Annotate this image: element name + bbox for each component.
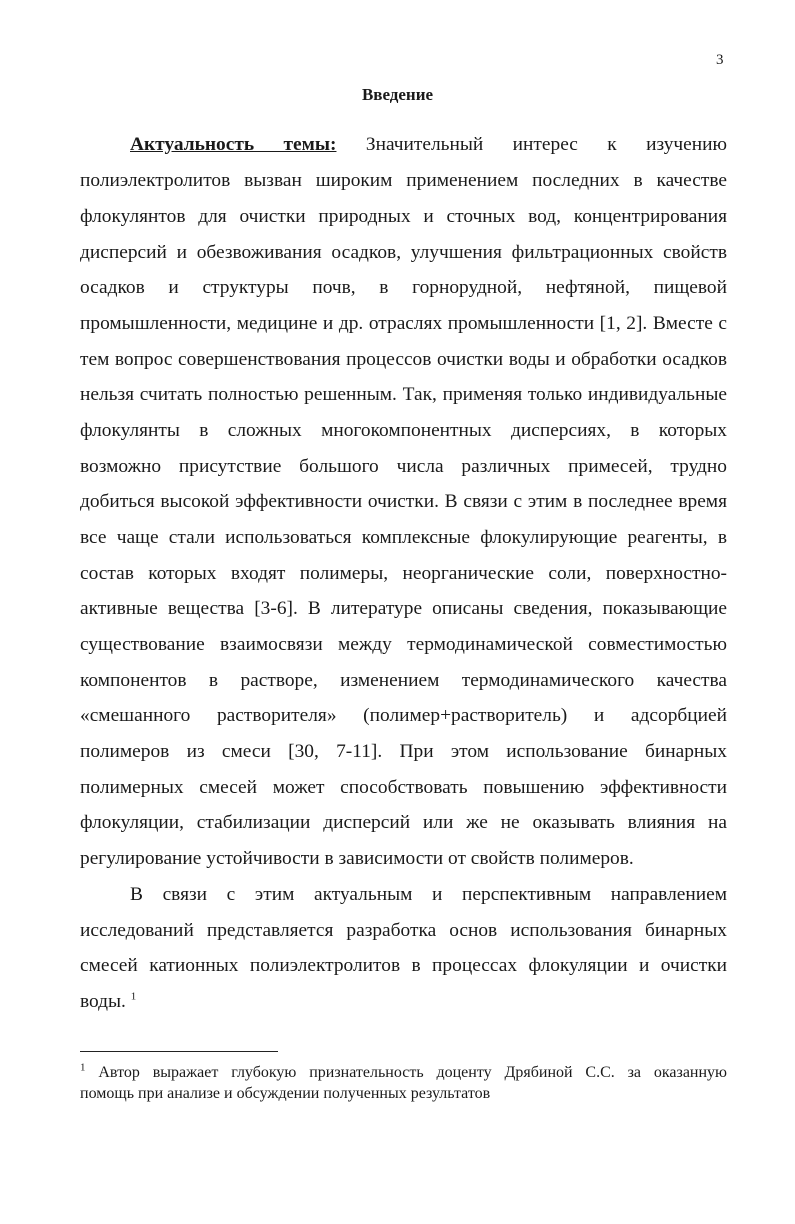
- paragraph-line: флокулянтов для очистки природных и сточных вод, концентрирования: [80, 206, 727, 227]
- paragraph-line: существование взаимосвязи между термодинамической совместимостью: [80, 634, 727, 655]
- paragraph-line: флокулянты в сложных многокомпонентных дисперсиях, в которых: [80, 420, 727, 441]
- line-text: Значительный интерес к изучению: [365, 134, 728, 155]
- paragraph-line: компонентов в растворе, изменением термодинамического качества: [80, 670, 727, 691]
- paragraph-line: добиться высокой эффективности очистки. В связи с этим в последнее время: [80, 491, 727, 512]
- paragraph-line: исследований представляется разработка основ использования бинарных: [80, 920, 727, 941]
- paragraph-line: промышленности, медицине и др. отраслях промышленности [1, 2]. Вместе с: [80, 313, 727, 334]
- footnote-divider: [80, 1051, 278, 1052]
- relevance-label: Актуальность темы:: [130, 134, 337, 155]
- paragraph-line: полимеров из смеси [30, 7-11]. При этом использование бинарных: [80, 741, 727, 762]
- paragraph-line: нельзя считать полностью решенным. Так, применяя только индивидуальные: [80, 384, 727, 405]
- paragraph-line: возможно присутствие большого числа различных примесей, трудно: [80, 456, 727, 477]
- footnote-line: [80, 1061, 728, 1082]
- paragraph-line: тем вопрос совершенствования процессов очистки воды и обработки осадков: [80, 349, 727, 370]
- paragraph-line: смесей катионных полиэлектролитов в процессах флокуляции и очистки: [80, 955, 727, 976]
- paragraph-line: активные вещества [3-6]. В литературе описаны сведения, показывающие: [80, 598, 727, 619]
- paragraph-line: полиэлектролитов вызван широким применением последних в качестве: [80, 170, 727, 191]
- footnote-reference[interactable]: 1: [130, 990, 137, 1003]
- page-title: Введение: [361, 85, 434, 104]
- paragraph-line: «смешанного растворителя» (полимер+растворитель) и адсорбцией: [80, 705, 727, 726]
- page-number: 3: [716, 52, 724, 68]
- paragraph-line: В связи с этим актуальным и перспективным направлением: [130, 884, 727, 905]
- paragraph-line: дисперсий и обезвоживания осадков, улучшения фильтрационных свойств: [80, 242, 727, 263]
- paragraph-line: состав которых входят полимеры, неорганические соли, поверхностно-: [80, 563, 727, 584]
- paragraph-line: [80, 991, 727, 1013]
- line-text: воды.: [80, 991, 126, 1012]
- paragraph-line: полимерных смесей может способствовать повышению эффективности: [80, 777, 727, 798]
- paragraph-line: все чаще стали использоваться комплексные флокулирующие реагенты, в: [80, 527, 727, 548]
- paragraph-line: регулирование устойчивости в зависимости от свойств полимеров.: [80, 848, 634, 869]
- paragraph-line: флокуляции, стабилизации дисперсий или же не оказывать влияния на: [80, 812, 727, 833]
- footnote-text: Автор выражает глубокую признательность доценту Дрябиной С.С. за оказанную: [98, 1064, 728, 1081]
- paragraph-line: [80, 134, 727, 156]
- paragraph-line: осадков и структуры почв, в горнорудной, нефтяной, пищевой: [80, 277, 727, 298]
- footnote-line: помощь при анализе и обсуждении полученных результатов: [80, 1085, 491, 1102]
- footnote-marker: 1: [80, 1061, 86, 1074]
